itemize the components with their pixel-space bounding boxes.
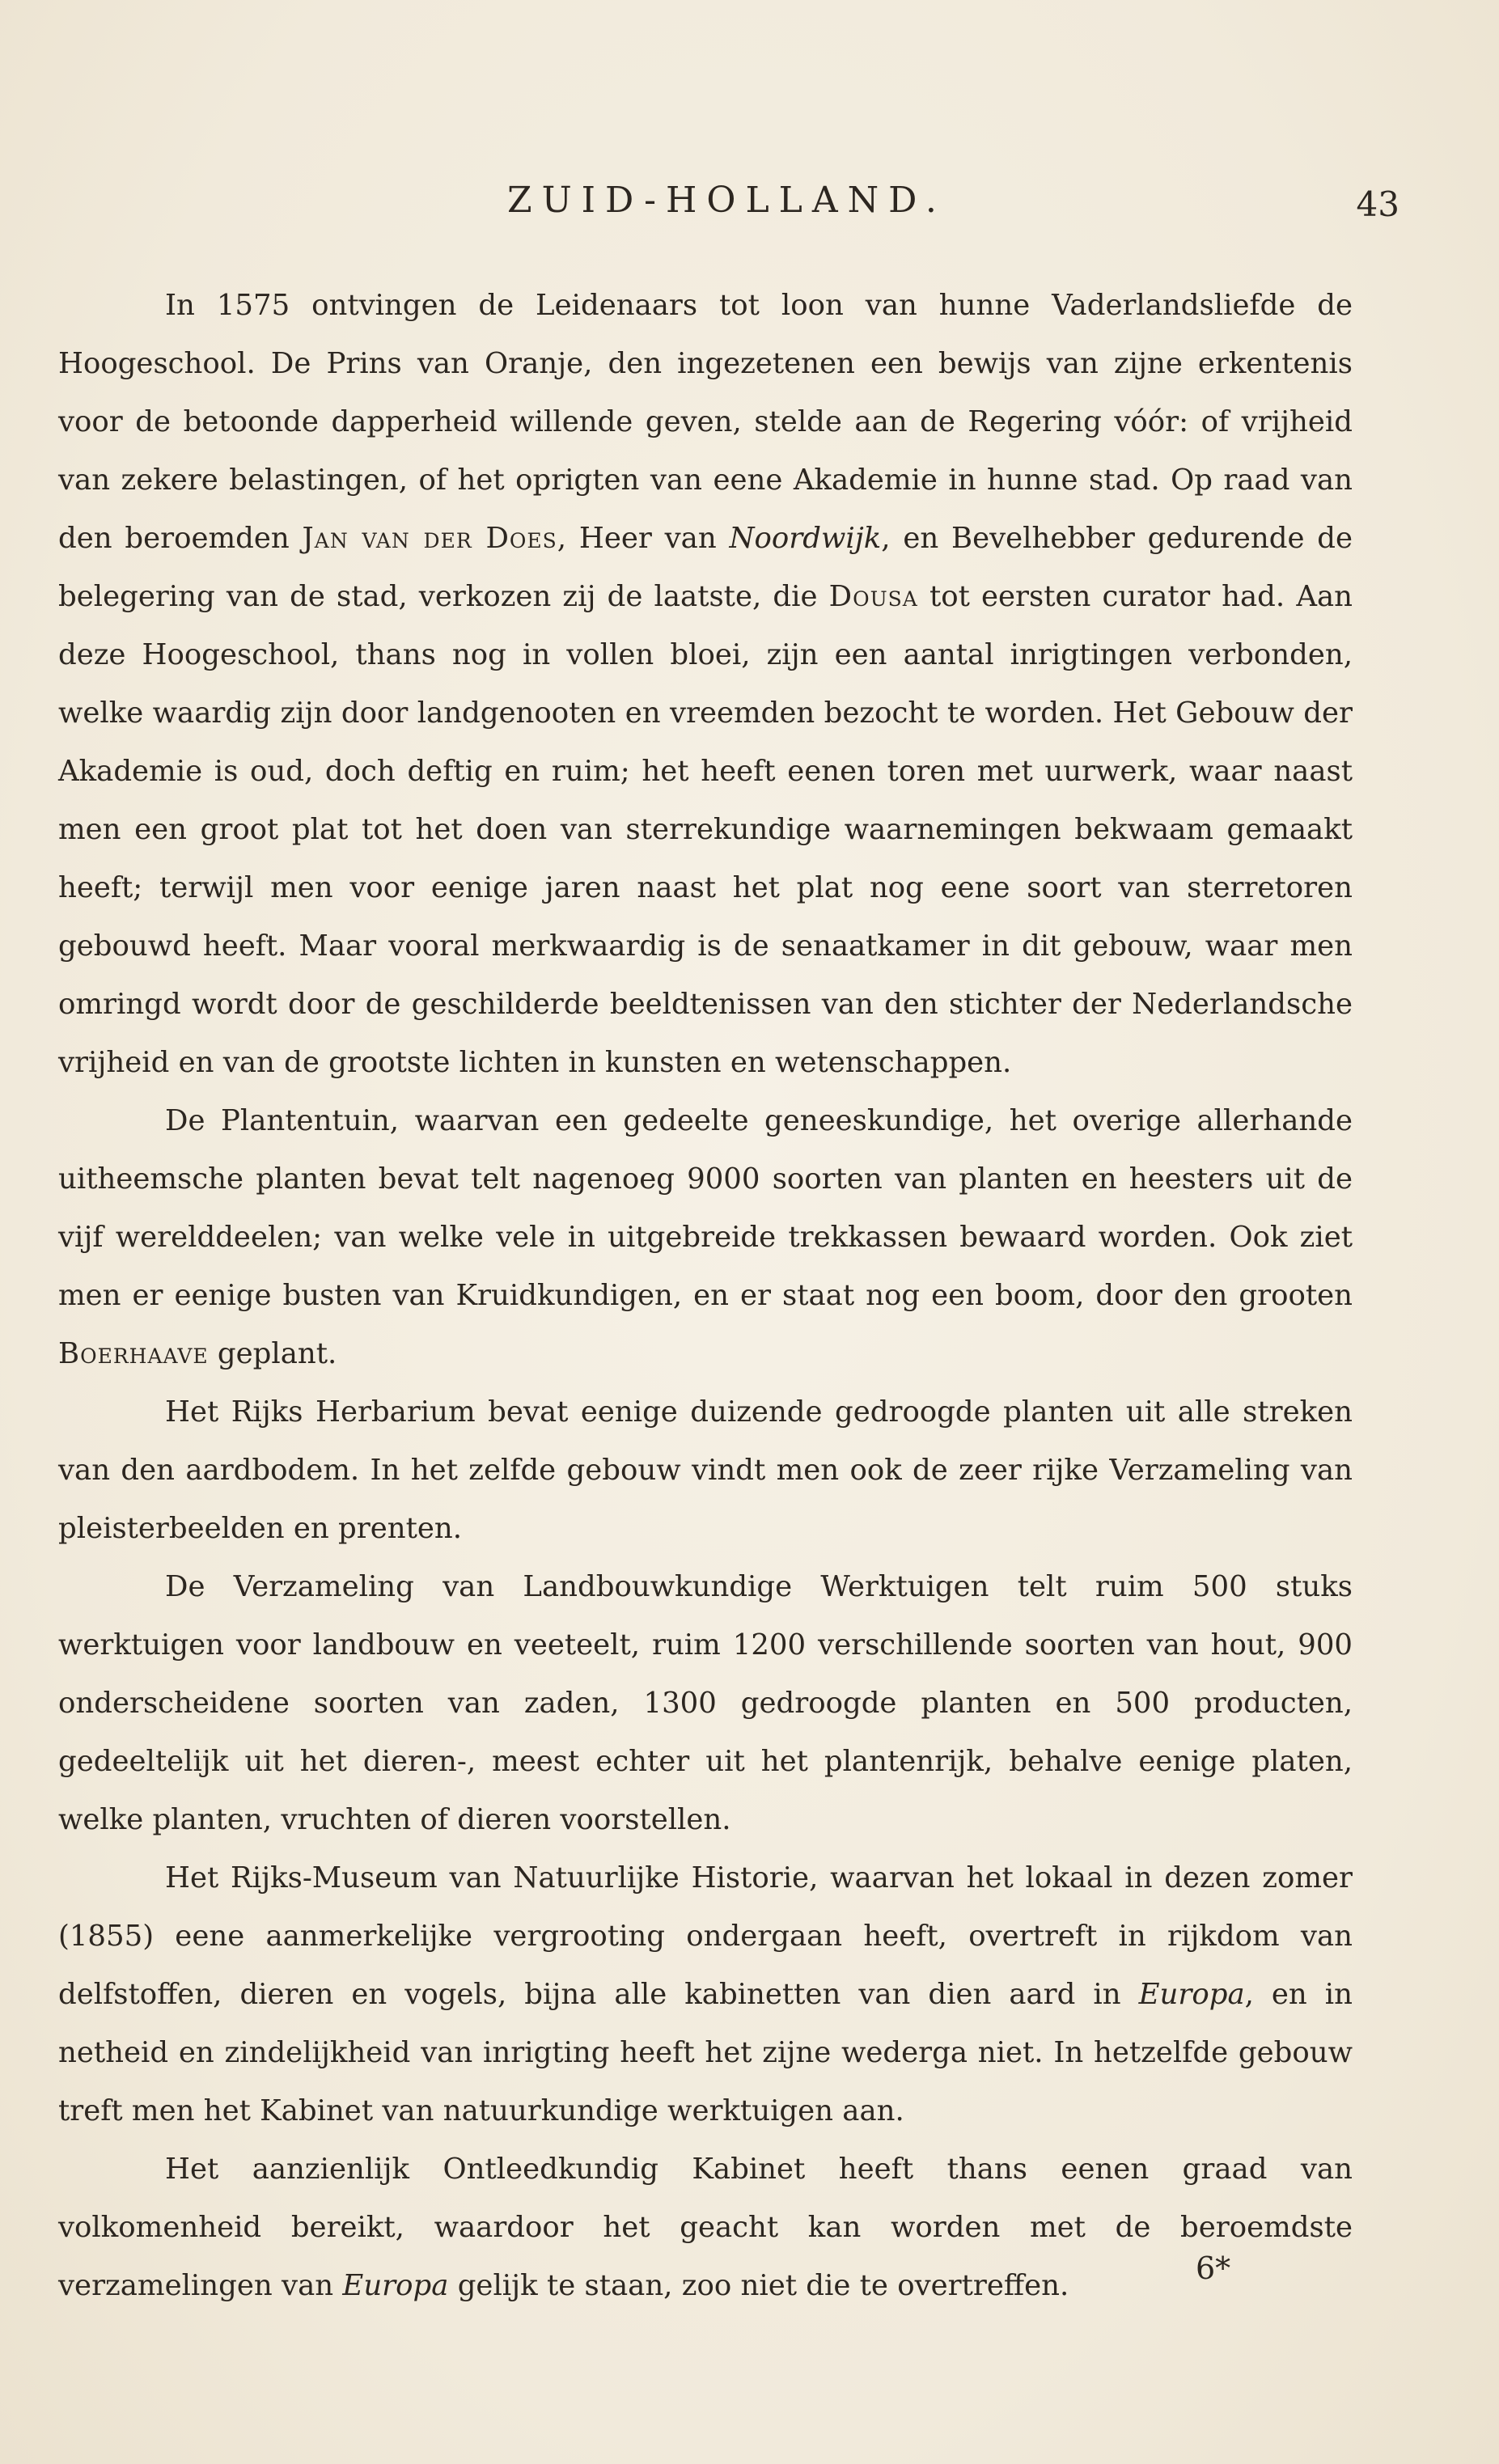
paragraph-natural-history-museum: Het Rijks-Museum van Natuurlijke Historie, waarvan het lokaal in dezen zomer (1855) eene aanmerkelijke vergrooting ondergaan heeft, overtreft in rijkdom van delfstoffen, dieren en vogels, bijna alle kabinetten van dien aard in Europa, en in netheid en zindelijkheid van inrigting heeft het zijne wederga niet. In hetzelfde gebouw treft men het Kabinet van natuurkundige werktuigen aan. <box>58 1861 1353 2127</box>
paragraph-university: In 1575 ontvingen de Leidenaars tot loon van hunne Vaderlandsliefde de Hoogeschool. De Prins van Oranje, den ingezetenen een bewijs van zijne erkentenis voor de betoonde dapperheid willende geven, stelde aan de Regering vóór: of vrijheid van zekere belastingen, of het oprigten van eene Akademie in hunne stad. Op raad van den beroemden Jan van der Does, Heer van Noordwijk, en Bevelhebber gedurende de belegering van de stad, verkozen zij de laatste, die Dousa tot eersten curator had. Aan deze Hoogeschool, thans nog in vollen bloei, zijn een aantal inrigtingen verbonden, welke waardig zijn door landgenooten en vreemden bezocht te worden. Het Gebouw der Akademie is oud, doch deftig en ruim; het heeft eenen toren met uurwerk, waar naast men een groot plat tot het doen van sterrekundige waarnemingen bekwaam gemaakt heeft; terwijl men voor eenige jaren naast het plat nog eene soort van sterretoren gebouwd heeft. Maar vooral merkwaardig is de senaatkamer in dit gebouw, waar men omringd wordt door de geschilderde beeldtenissen van den stichter der Nederlandsche vrijheid en van de grootste lichten in kunsten en wetenschappen. <box>58 289 1353 1079</box>
paragraph-anatomical-cabinet: Het aanzienlijk Ontleedkundig Kabinet heeft thans eenen graad van volkomenheid bereikt, waardoor het geacht kan worden met de beroemdste verzamelingen van Europa gelijk te staan, zoo niet die te overtreffen. <box>58 2153 1353 2302</box>
signature-mark: 6* <box>1196 2250 1231 2286</box>
paragraph-agricultural-tools: De Verzameling van Landbouwkundige Werktuigen telt ruim 500 stuks werktuigen voor landbouw en veeteelt, ruim 1200 verschillende soorten van hout, 900 onderscheidene soorten van zaden, 1300 gedroogde planten en 500 producten, gedeeltelijk uit het dieren-, meest echter uit het plantenrijk, behalve eenige platen, welke planten, vruchten of dieren voorstellen. <box>58 1570 1353 1836</box>
person-name: Dousa <box>828 580 918 613</box>
person-name: Boerhaave <box>58 1337 209 1370</box>
page-number: 43 <box>1356 184 1399 224</box>
person-name: Jan van der Does <box>302 522 557 555</box>
running-title: ZUID-HOLLAND. <box>507 180 946 221</box>
place-name: Noordwijk <box>729 522 882 555</box>
paragraph-herbarium: Het Rijks Herbarium bevat eenige duizende gedroogde planten uit alle streken van den aardbodem. In het zelfde gebouw vindt men ook de zeer rijke Verzameling van pleisterbeelden en prenten. <box>58 1395 1353 1545</box>
paragraph-botanical-garden: De Plantentuin, waarvan een gedeelte geneeskundige, het overige allerhande uitheemsche planten bevat telt nagenoeg 9000 soorten van planten en heesters uit de vijf werelddeelen; van welke vele in uitgebreide trekkassen bewaard worden. Ook ziet men er eenige busten van Kruidkundigen, en er staat nog een boom, door den grooten Boerhaave geplant. <box>58 1104 1353 1370</box>
place-name: Europa <box>1138 1978 1245 2011</box>
running-head <box>58 180 1399 228</box>
body-text <box>58 277 1353 2315</box>
place-name: Europa <box>342 2269 449 2302</box>
